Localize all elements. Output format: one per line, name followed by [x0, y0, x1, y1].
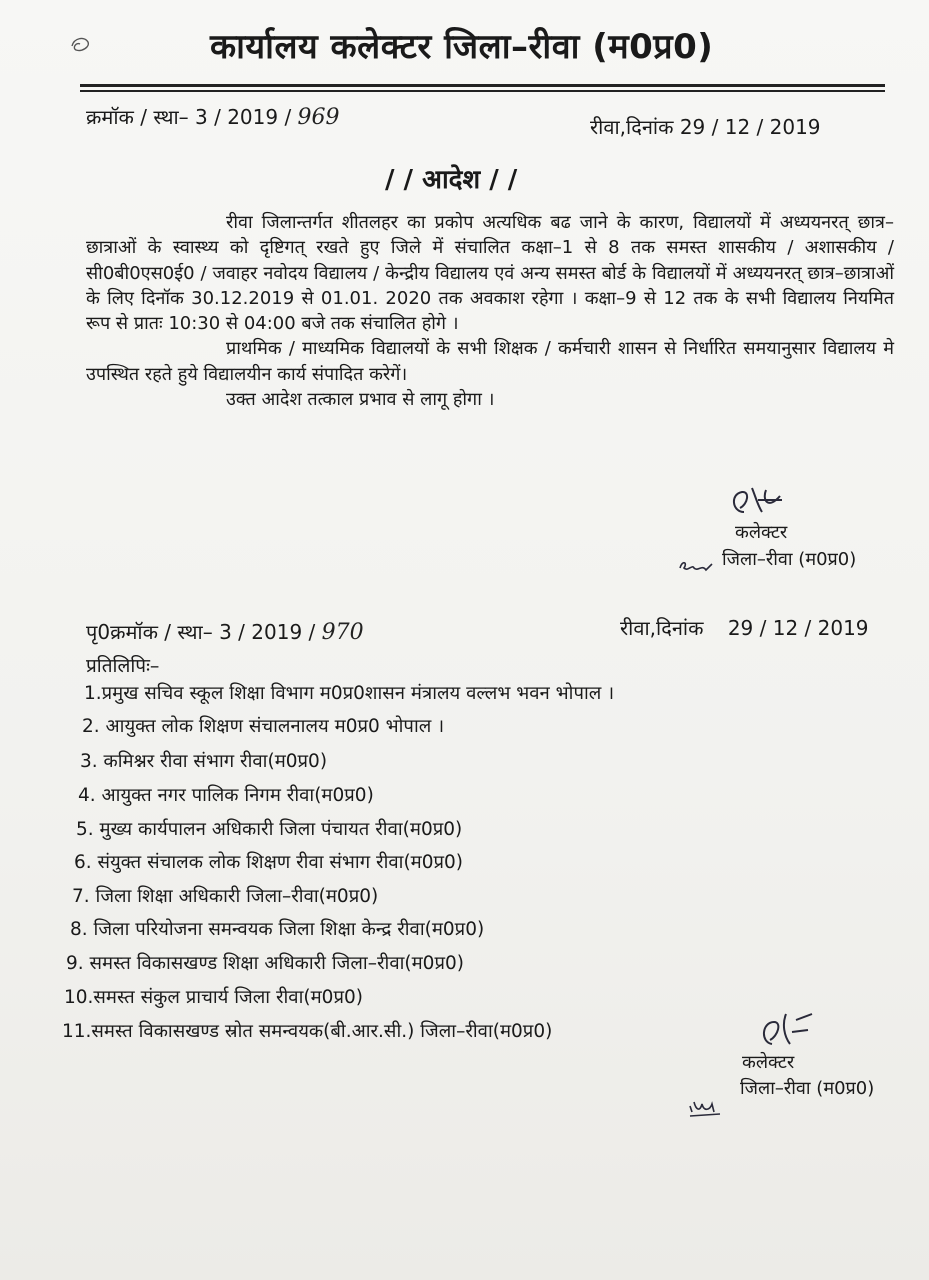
copy-to-item: 4. आयुक्त नगर पालिक निगम रीवा(म0प्र0)	[78, 785, 374, 806]
endorsement-date-prefix: रीवा,दिनांक	[620, 616, 704, 640]
office-title: कार्यालय कलेक्टर जिला–रीवा (म0प्र0)	[210, 27, 714, 67]
order-date-prefix: रीवा,दिनांक	[590, 115, 674, 139]
initials-mark-2	[686, 1096, 726, 1118]
order-heading: / / आदेश / /	[385, 165, 518, 195]
copy-to-item: 8. जिला परियोजना समन्वयक जिला शिक्षा केन्द्र रीवा(म0प्र0)	[70, 919, 485, 940]
endorsement-ref-handwritten-no: 970	[321, 620, 364, 645]
copy-to-item: 1.प्रमुख सचिव स्कूल शिक्षा विभाग म0प्र0शासन मंत्रालय वल्लभ भवन भोपाल ।	[84, 683, 615, 704]
signature-1-title: कलेक्टर	[735, 522, 788, 543]
order-date	[590, 113, 821, 140]
endorsement-ref-prefix: पृ0क्रमॉक / स्था– 3 / 2019 /	[86, 620, 316, 644]
header-rule-thin	[80, 90, 885, 92]
scribble-mark-icon	[68, 34, 92, 56]
copy-to-item: 7. जिला शिक्षा अधिकारी जिला–रीवा(म0प्र0)	[72, 886, 379, 907]
copy-to-item: 3. कमिश्नर रीवा संभाग रीवा(म0प्र0)	[80, 751, 328, 772]
order-paragraph-3: उक्त आदेश तत्काल प्रभाव से लागू होगा ।	[226, 389, 495, 411]
order-ref-handwritten-no: 969	[297, 105, 340, 130]
signature-2-district: जिला–रीवा (म0प्र0)	[740, 1078, 875, 1099]
copy-to-item: 5. मुख्य कार्यपालन अधिकारी जिला पंचायत रीवा(म0प्र0)	[76, 819, 463, 840]
signature-2-title: कलेक्टर	[742, 1052, 795, 1073]
header-rule	[80, 84, 885, 87]
order-ref-number	[86, 103, 340, 130]
endorsement-ref-number	[86, 618, 364, 645]
copy-to-item: 11.समस्त विकासखण्ड स्रोत समन्वयक(बी.आर.सी.) जिला–रीवा(म0प्र0)	[62, 1021, 553, 1042]
order-paragraph-2: प्राथमिक / माध्यमिक विद्यालयों के सभी शिक्षक / कर्मचारी शासन से निर्धारित समयानुसार विद्यालय मे उपस्थित रहते हुये विद्यालयीन कार्य संपादित करेगें।	[86, 338, 894, 385]
order-body	[86, 210, 894, 412]
order-date-value: 29 / 12 / 2019	[679, 115, 821, 139]
copy-to-label: प्रतिलिपिः–	[86, 655, 160, 677]
order-ref-prefix: क्रमॉक / स्था– 3 / 2019 /	[86, 105, 292, 129]
copy-to-item: 10.समस्त संकुल प्राचार्य जिला रीवा(म0प्र0)	[64, 987, 363, 1008]
signature-1	[722, 482, 802, 522]
initials-mark-1	[676, 556, 716, 576]
endorsement-date-value: 29 / 12 / 2019	[727, 616, 869, 640]
order-paragraph-1: रीवा जिलान्तर्गत शीतलहर का प्रकोप अत्यधिक बढ जाने के कारण, विद्यालयों में अध्ययनरत् छात्र–छात्राओं के स्वास्थ्य को दृष्टिगत् रखते हुए जिले में संचालित कक्षा–1 से 8 तक समस्त शासकीय / अशासकीय / सी0बी0एस0ई0 / जवाहर नवोदय विद्यालय / केन्द्रीय विद्यालय एवं अन्य समस्त बोर्ड के विद्यालयों में अध्ययनरत् छात्र–छात्राओं के लिए दिनॉक 30.12.2019 से 01.01. 2020 तक अवकाश रहेगा । कक्षा–9 से 12 तक के सभी विद्यालय नियमित रूप से प्रातः 10:30 से 04:00 बजे तक संचालित होगे ।	[86, 212, 894, 335]
copy-to-item: 2. आयुक्त लोक शिक्षण संचालनालय म0प्र0 भोपाल ।	[82, 716, 445, 737]
copy-to-item: 9. समस्त विकासखण्ड शिक्षा अधिकारी जिला–रीवा(म0प्र0)	[66, 953, 464, 974]
endorsement-date	[620, 614, 869, 641]
signature-1-district: जिला–रीवा (म0प्र0)	[722, 549, 857, 570]
signature-2	[752, 1010, 822, 1054]
copy-to-item: 6. संयुक्त संचालक लोक शिक्षण रीवा संभाग रीवा(म0प्र0)	[74, 852, 464, 873]
